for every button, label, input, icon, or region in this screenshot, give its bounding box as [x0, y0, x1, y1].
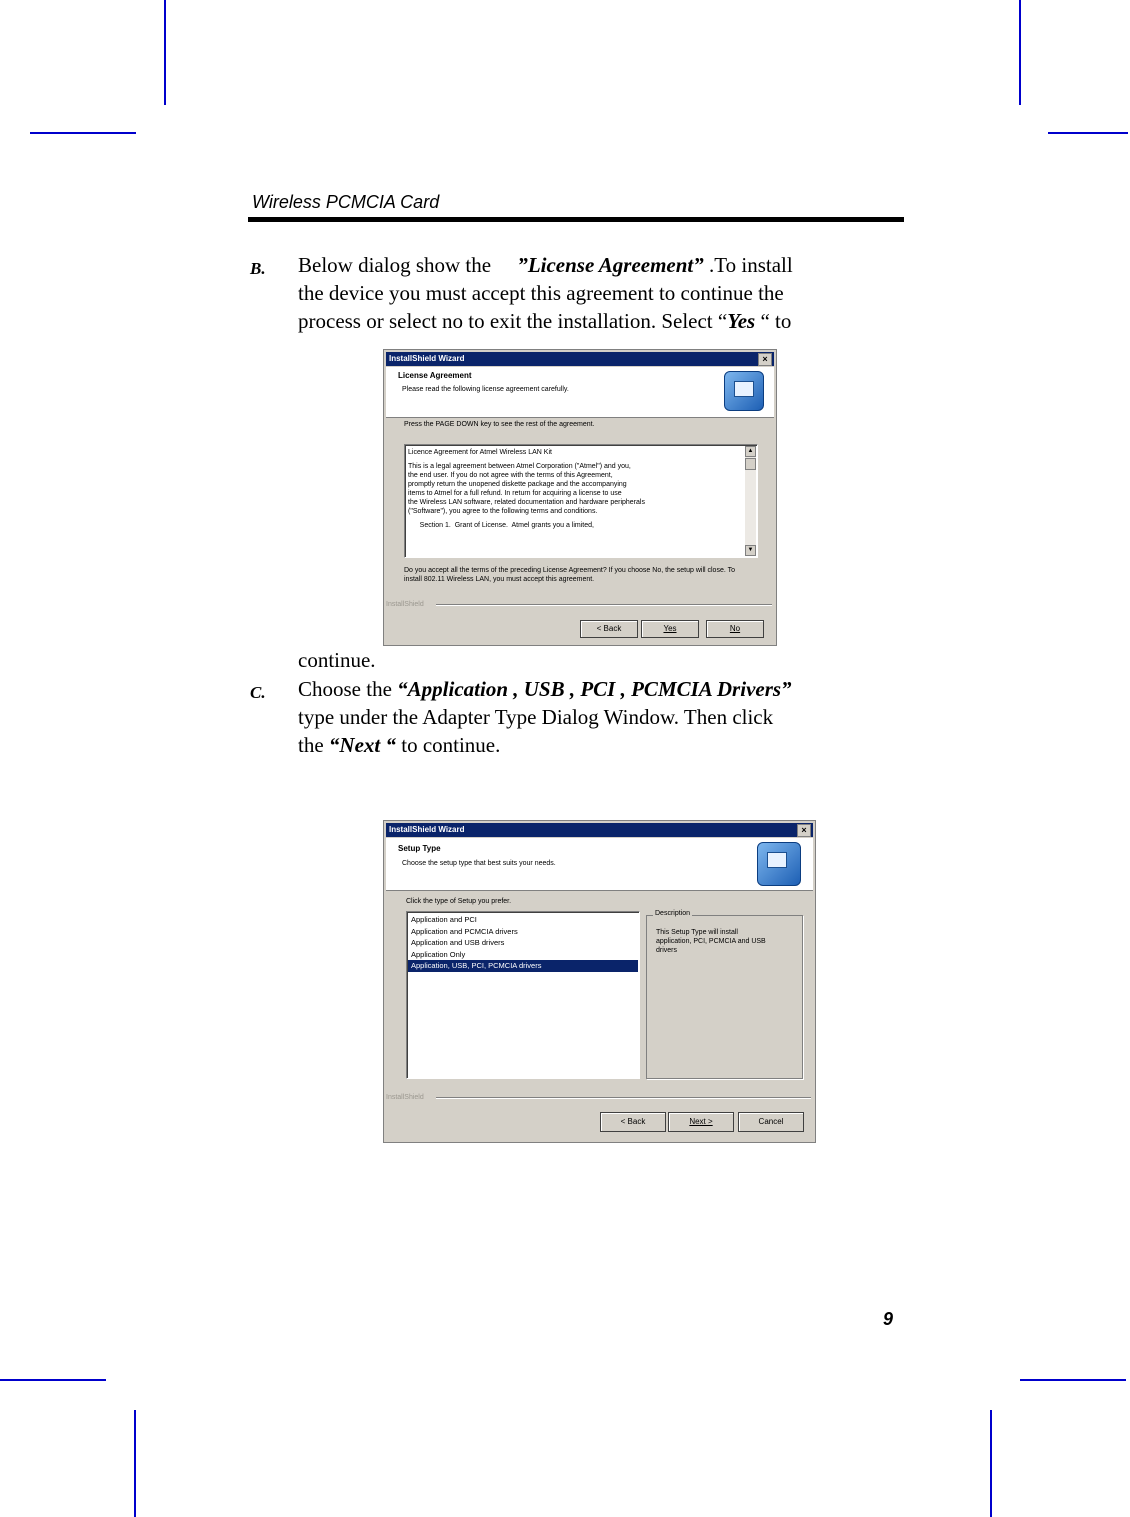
scroll-down-arrow-icon[interactable]: ▼ — [745, 545, 756, 556]
license-line: items to Atmel for a full refund. In return for acquiring a license to use — [408, 490, 622, 497]
setup-option-selected[interactable]: Application, USB, PCI, PCMCIA drivers — [408, 960, 638, 972]
description-group — [646, 910, 803, 1079]
step-c-line-1-start: Choose the — [298, 677, 392, 701]
crop-mark-bottom-left-horizontal — [0, 1379, 106, 1381]
running-header: Wireless PCMCIA Card — [252, 192, 440, 212]
step-b-line-1 — [298, 251, 898, 279]
setup-prompt: Click the type of Setup you prefer. — [406, 898, 512, 905]
no-button[interactable] — [706, 620, 764, 638]
back-button[interactable] — [580, 620, 638, 638]
no-button-label: No — [729, 624, 741, 633]
installshield-computer-icon — [757, 842, 801, 886]
setup-type-list[interactable] — [406, 911, 640, 1079]
crop-mark-top-left-horizontal — [30, 132, 136, 134]
license-line: ("Software"), you agree to the following terms and conditions. — [408, 508, 598, 515]
installshield-brand: InstallShield — [386, 601, 424, 608]
page-number: 9 — [883, 1309, 894, 1329]
license-agreement-dialog — [383, 349, 777, 646]
yes-button-label: Yes — [663, 624, 677, 633]
step-b-line-4: continue. — [298, 648, 376, 672]
cancel-button[interactable] — [738, 1112, 804, 1132]
yes-emphasis: Yes — [727, 309, 756, 333]
setup-option-list — [408, 914, 638, 972]
step-c-line-3 — [298, 731, 918, 759]
crop-mark-bottom-right-horizontal — [1020, 1379, 1126, 1381]
setup-type-dialog — [383, 820, 816, 1143]
back-button-label: < Back — [596, 624, 622, 633]
back-button[interactable] — [600, 1112, 666, 1132]
scroll-up-arrow-icon[interactable]: ▲ — [745, 446, 756, 457]
license-line: This is a legal agreement between Atmel Corporation ("Atmel") and you, — [408, 463, 631, 470]
step-c-line-3-start: the — [298, 733, 324, 757]
step-b-marker: B. — [250, 259, 266, 278]
license-dialog-heading: License Agreement — [398, 371, 472, 380]
license-line: Licence Agreement for Atmel Wireless LAN Kit — [408, 449, 552, 456]
license-scrollbar[interactable] — [745, 446, 756, 556]
close-icon[interactable]: × — [797, 824, 811, 837]
setup-option[interactable]: Application and PCI — [411, 915, 477, 924]
next-button[interactable] — [668, 1112, 734, 1132]
step-c-line-2: type under the Adapter Type Dialog Window. Then click — [298, 705, 774, 729]
crop-mark-bottom-right-vertical — [990, 1410, 992, 1517]
driver-type-emphasis: “Application , USB , PCI , PCMCIA Drivers” — [397, 677, 792, 701]
step-b-line-3-end: “ to — [760, 309, 792, 333]
description-text: This Setup Type will install application, PCI, PCMCIA and USB drivers — [656, 929, 766, 954]
next-emphasis: “Next “ — [328, 733, 396, 757]
step-b-line-3 — [298, 307, 898, 335]
installshield-computer-icon — [724, 371, 764, 411]
description-legend: Description — [655, 910, 691, 917]
license-agreement-emphasis: ”License Agreement” — [517, 253, 704, 277]
license-dialog-title: InstallShield Wizard — [389, 354, 465, 363]
license-dialog-subheading: Please read the following license agreement carefully. — [402, 386, 569, 393]
setup-dialog-titlebar — [386, 823, 813, 837]
license-dialog-titlebar — [386, 352, 774, 366]
license-dialog-header — [386, 367, 774, 418]
back-button-label: < Back — [620, 1117, 646, 1126]
cancel-button-label: Cancel — [758, 1117, 784, 1126]
step-c-line-3-end: to continue. — [401, 733, 501, 757]
step-c-text — [298, 675, 918, 759]
license-line: promptly return the unopened diskette package and the accompanying — [408, 481, 627, 488]
setup-option[interactable]: Application Only — [411, 949, 466, 959]
license-line: Section 1. Grant of License. Atmel grants you a limited, — [408, 522, 594, 529]
step-b-line-3-start: process or select no to exit the installation. Select “ — [298, 309, 728, 333]
step-b-text — [298, 251, 898, 335]
license-text-content — [408, 448, 742, 530]
license-text-box[interactable] — [404, 444, 758, 558]
license-line: the end user. If you do not agree with the terms of this Agreement, — [408, 472, 613, 479]
step-b-line-2: the device you must accept this agreement to continue the — [298, 281, 784, 305]
next-button-label: Next > — [689, 1117, 713, 1126]
page-down-hint: Press the PAGE DOWN key to see the rest of the agreement. — [404, 421, 595, 428]
footer-divider — [436, 1097, 811, 1099]
setup-dialog-header — [386, 838, 813, 891]
setup-option[interactable]: Application and USB drivers — [411, 938, 505, 947]
close-icon[interactable]: × — [758, 353, 772, 366]
crop-mark-top-left-vertical — [164, 0, 166, 105]
setup-dialog-subheading: Choose the setup type that best suits your needs. — [402, 860, 556, 867]
step-b-line-1-start: Below dialog show the — [298, 253, 492, 277]
step-c-paragraph — [250, 675, 890, 765]
step-c-marker: C. — [250, 683, 266, 702]
step-b-line-1-end: .To install — [709, 253, 793, 277]
footer-divider — [436, 604, 772, 606]
step-c-line-1 — [298, 675, 918, 703]
installshield-brand: InstallShield — [386, 1094, 424, 1101]
setup-option[interactable]: Application and PCMCIA drivers — [411, 926, 518, 936]
setup-dialog-title: InstallShield Wizard — [389, 825, 465, 834]
license-question: Do you accept all the terms of the preceding License Agreement? If you choose No, the setup will close. To install 802.11 Wireless LAN, you must accept this agreement. — [404, 567, 736, 583]
yes-button[interactable] — [641, 620, 699, 638]
crop-mark-top-right-vertical — [1019, 0, 1021, 105]
scroll-thumb[interactable] — [745, 458, 756, 470]
crop-mark-top-right-horizontal — [1048, 132, 1128, 134]
license-line: the Wireless LAN software, related documentation and hardware peripherals — [408, 499, 645, 506]
crop-mark-bottom-left-vertical — [134, 1410, 136, 1517]
setup-dialog-heading: Setup Type — [398, 844, 441, 853]
header-rule — [248, 217, 904, 222]
